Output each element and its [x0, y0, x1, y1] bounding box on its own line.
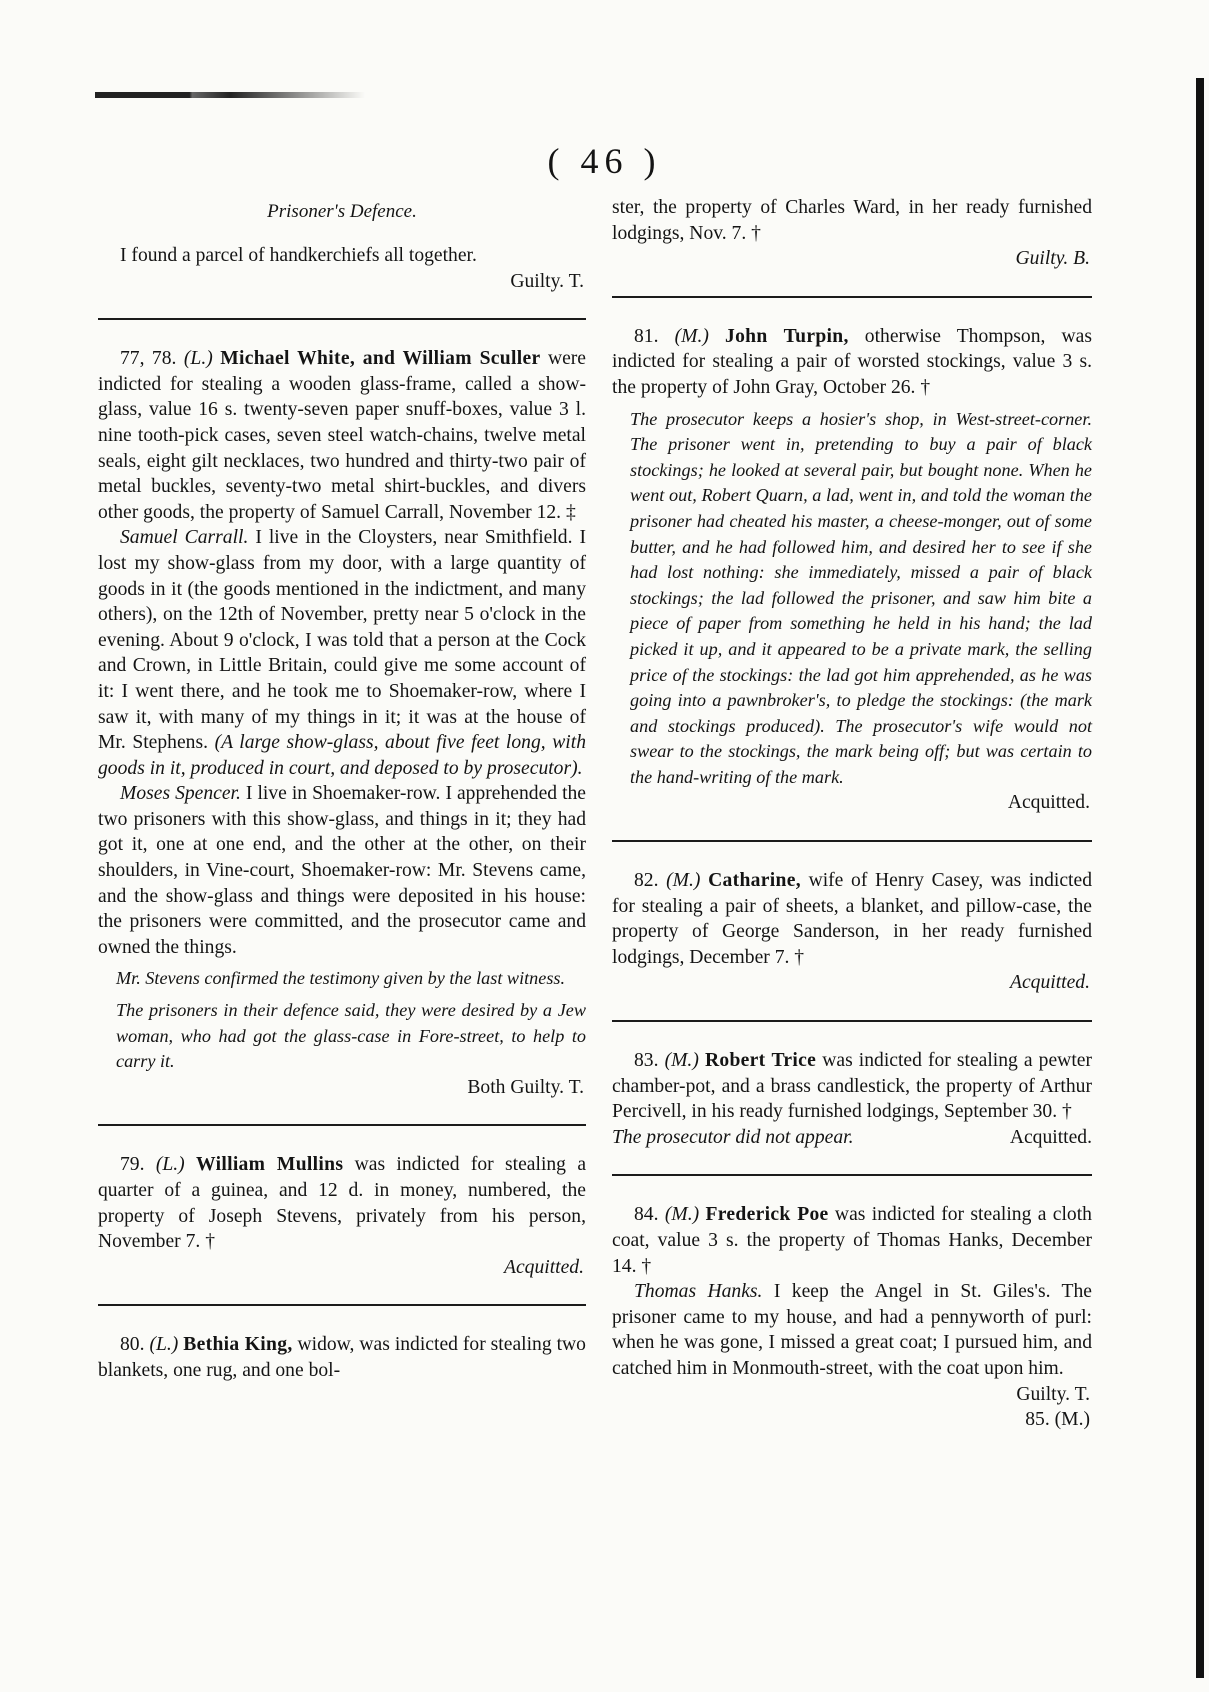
indictment-text: were indicted for stealing a wooden glass-frame, called a show-glass, value 16 s. twenty-seven paper snuff-boxes, value 3 l. nine tooth-pick cases, seven steel watch-chains, twelve metal seals, eight gilt necklaces, two hundred and thirty-two pair of metal buckles, seventy-two metal shirt-buckles, and divers other goods, the property of Samuel Carrall, November 12. ‡	[98, 348, 587, 523]
case-80-indictment	[98, 1332, 586, 1383]
witness-text: I live in the Cloysters, near Smithfield. I lost my show-glass from my door, with a large quantity of goods in it (the goods mentioned in the indictment, and many others), on the 12th of November, pretty near 5 o'clock in the evening. About 9 o'clock, I was told that a person at the Cock and Crown, in Little Britain, could give me some account of it: I went there, and he took me to Shoemaker-row, where I saw it, with many of my things in it; it was at the house of Mr. Stephens.	[98, 527, 587, 754]
case-number: 82.	[634, 870, 659, 892]
case-verdict: Guilty. B.	[1015, 248, 1090, 270]
witness-testimony	[98, 525, 586, 781]
case-77-78	[98, 346, 586, 1100]
court-code: (M.)	[664, 1204, 700, 1226]
case-number: 77, 78.	[120, 348, 177, 370]
case-80	[98, 1332, 586, 1383]
indictment-text: was indicted for stealing a cloth coat, value 3 s. the property of Thomas Hanks, December 14. †	[612, 1204, 1092, 1277]
case-82	[612, 868, 1092, 996]
section-rule	[612, 840, 1092, 842]
court-code: (L.)	[149, 1334, 179, 1356]
case-83-outcome	[612, 1125, 1092, 1151]
case-number: 81.	[634, 325, 659, 347]
confirmation-note: Mr. Stevens confirmed the testimony given by the last witness.	[116, 968, 566, 989]
case-82-indictment	[612, 868, 1092, 970]
case-verdict: Both Guilty. T.	[467, 1076, 584, 1098]
evidence-note: (A large show-glass, about five feet long, with goods in it, produced in court, and deposed to by prosecutor).	[98, 732, 586, 779]
court-code: (L.)	[183, 348, 213, 370]
indictment-text: wife of Henry Casey, was indicted for stealing a pair of sheets, a blanket, and pillow-case, the property of George Sanderson, in her ready furnished lodgings, December 7. †	[612, 870, 1092, 968]
court-code: (M.)	[666, 870, 701, 892]
section-rule	[612, 296, 1092, 298]
defendant-names: William Mullins	[196, 1154, 344, 1176]
defendant-names: Michael White, and William Sculler	[220, 348, 541, 370]
case-83-indictment	[612, 1048, 1092, 1125]
defendant-names: Frederick Poe	[705, 1204, 829, 1226]
case-verdict: Acquitted.	[1010, 972, 1090, 994]
catchword: 85. (M.)	[1025, 1409, 1090, 1431]
case-number: 83.	[634, 1050, 659, 1072]
witness-text: I live in Shoemaker-row. I apprehended the two prisoners with this show-glass, and things in it; they had got it, one at one end, and the other at the other, on their shoulders, in Vine-court, Shoemaker-row: Mr. Stevens came, and the show-glass and things were deposited in his house: the prisoners were committed, and the prosecutor came and owned the things.	[98, 783, 587, 958]
case-81	[612, 324, 1092, 816]
defendant-names: Catharine,	[708, 870, 801, 892]
defence-text: I found a parcel of handkerchiefs all together.	[120, 245, 477, 266]
court-code: (M.)	[664, 1050, 699, 1072]
witness-name: Moses Spencer.	[120, 783, 241, 805]
case-84	[612, 1202, 1092, 1432]
defendant-names: John Turpin,	[724, 325, 849, 347]
indictment-text: was indicted for stealing a pewter chamber-pot, and a brass candlestick, the property of Arthur Percivell, in his ready furnished lodgings, September 30. †	[612, 1050, 1092, 1123]
section-rule	[98, 1304, 586, 1306]
case-verdict: Acquitted.	[1009, 1126, 1092, 1148]
case-narrative: The prosecutor keeps a hosier's shop, in West-street-corner. The prisoner went in, pretending to buy a pair of black stockings; he looked at several pair, but bought none. When he went out, Robert Quarn, a lad, went in, and told the woman the prisoner had cheated his master, a cheese-monger, out of some butter, and he had followed him, and desired her to see if she had lost nothing: she immediately, missed a pair of black stockings; the lad followed the prisoner, and saw him bite a piece of paper from something he held in his hand; the lad picked it up, and it appeared to be a private mark, the selling price of the stockings: the lad got him apprehended, as he was going into a pawnbroker's, to pledge the stockings: (the mark and stockings produced). The prosecutor's wife would not swear to the stockings, the mark being off; but was certain to the hand-writing of the mark.	[630, 408, 1092, 787]
case-number: 84.	[634, 1204, 659, 1226]
indictment-text: was indicted for stealing a quarter of a guinea, and 12 d. in money, numbered, the property of Joseph Stevens, privately from his person, November 7. †	[98, 1154, 587, 1253]
page-number: ( 46 )	[547, 141, 662, 181]
section-rule	[98, 1124, 586, 1126]
case-83	[612, 1048, 1092, 1150]
case-81-indictment	[612, 324, 1092, 401]
prosecutor-note: The prosecutor did not appear.	[612, 1126, 854, 1148]
indictment-text: widow, was indicted for stealing two blankets, one rug, and one bol-	[98, 1334, 586, 1381]
court-code: (L.)	[155, 1154, 185, 1176]
defence-heading: Prisoner's Defence.	[267, 201, 417, 222]
defence-verdict: Guilty. T.	[510, 270, 584, 292]
case-number: 80.	[120, 1334, 145, 1356]
case-84-indictment	[612, 1202, 1092, 1279]
case-number: 79.	[120, 1154, 145, 1176]
witness-testimony	[98, 781, 586, 960]
court-code: (M.)	[674, 325, 709, 347]
case-verdict: Guilty. T.	[1016, 1383, 1090, 1405]
case-verdict: Acquitted.	[1007, 792, 1090, 814]
witness-testimony	[612, 1279, 1092, 1381]
case-79-indictment	[98, 1152, 586, 1254]
defendant-names: Robert Trice	[704, 1050, 817, 1072]
page-edge-shadow	[1196, 78, 1204, 1678]
prisoners-defence-note: The prisoners in their defence said, they were desired by a Jew woman, who had got the glass-case in Fore-street, to help to carry it.	[116, 1000, 586, 1072]
witness-name: Thomas Hanks.	[634, 1281, 763, 1303]
right-column	[612, 195, 1092, 1433]
case-79	[98, 1152, 586, 1280]
defendant-names: Bethia King,	[183, 1334, 293, 1356]
top-ornament-rule	[95, 92, 365, 98]
witness-text: I keep the Angel in St. Giles's. The prisoner came to my house, and had a pennyworth of purl: when he was gone, I missed a great coat; I pursued him, and catched him in Monmouth-street, with the coat upon him.	[612, 1281, 1092, 1379]
case-80-continued: ster, the property of Charles Ward, in her ready furnished lodgings, Nov. 7. †	[612, 197, 1092, 244]
witness-name: Samuel Carrall.	[120, 527, 249, 549]
case-77-78-indictment	[98, 346, 586, 525]
section-rule	[612, 1174, 1092, 1176]
left-column	[98, 195, 586, 1384]
section-rule	[98, 318, 586, 320]
section-rule	[612, 1020, 1092, 1022]
case-verdict: Acquitted.	[504, 1256, 584, 1278]
indictment-text: otherwise Thompson, was indicted for stealing a pair of worsted stockings, value 3 s. the property of John Gray, October 26. †	[612, 325, 1092, 398]
